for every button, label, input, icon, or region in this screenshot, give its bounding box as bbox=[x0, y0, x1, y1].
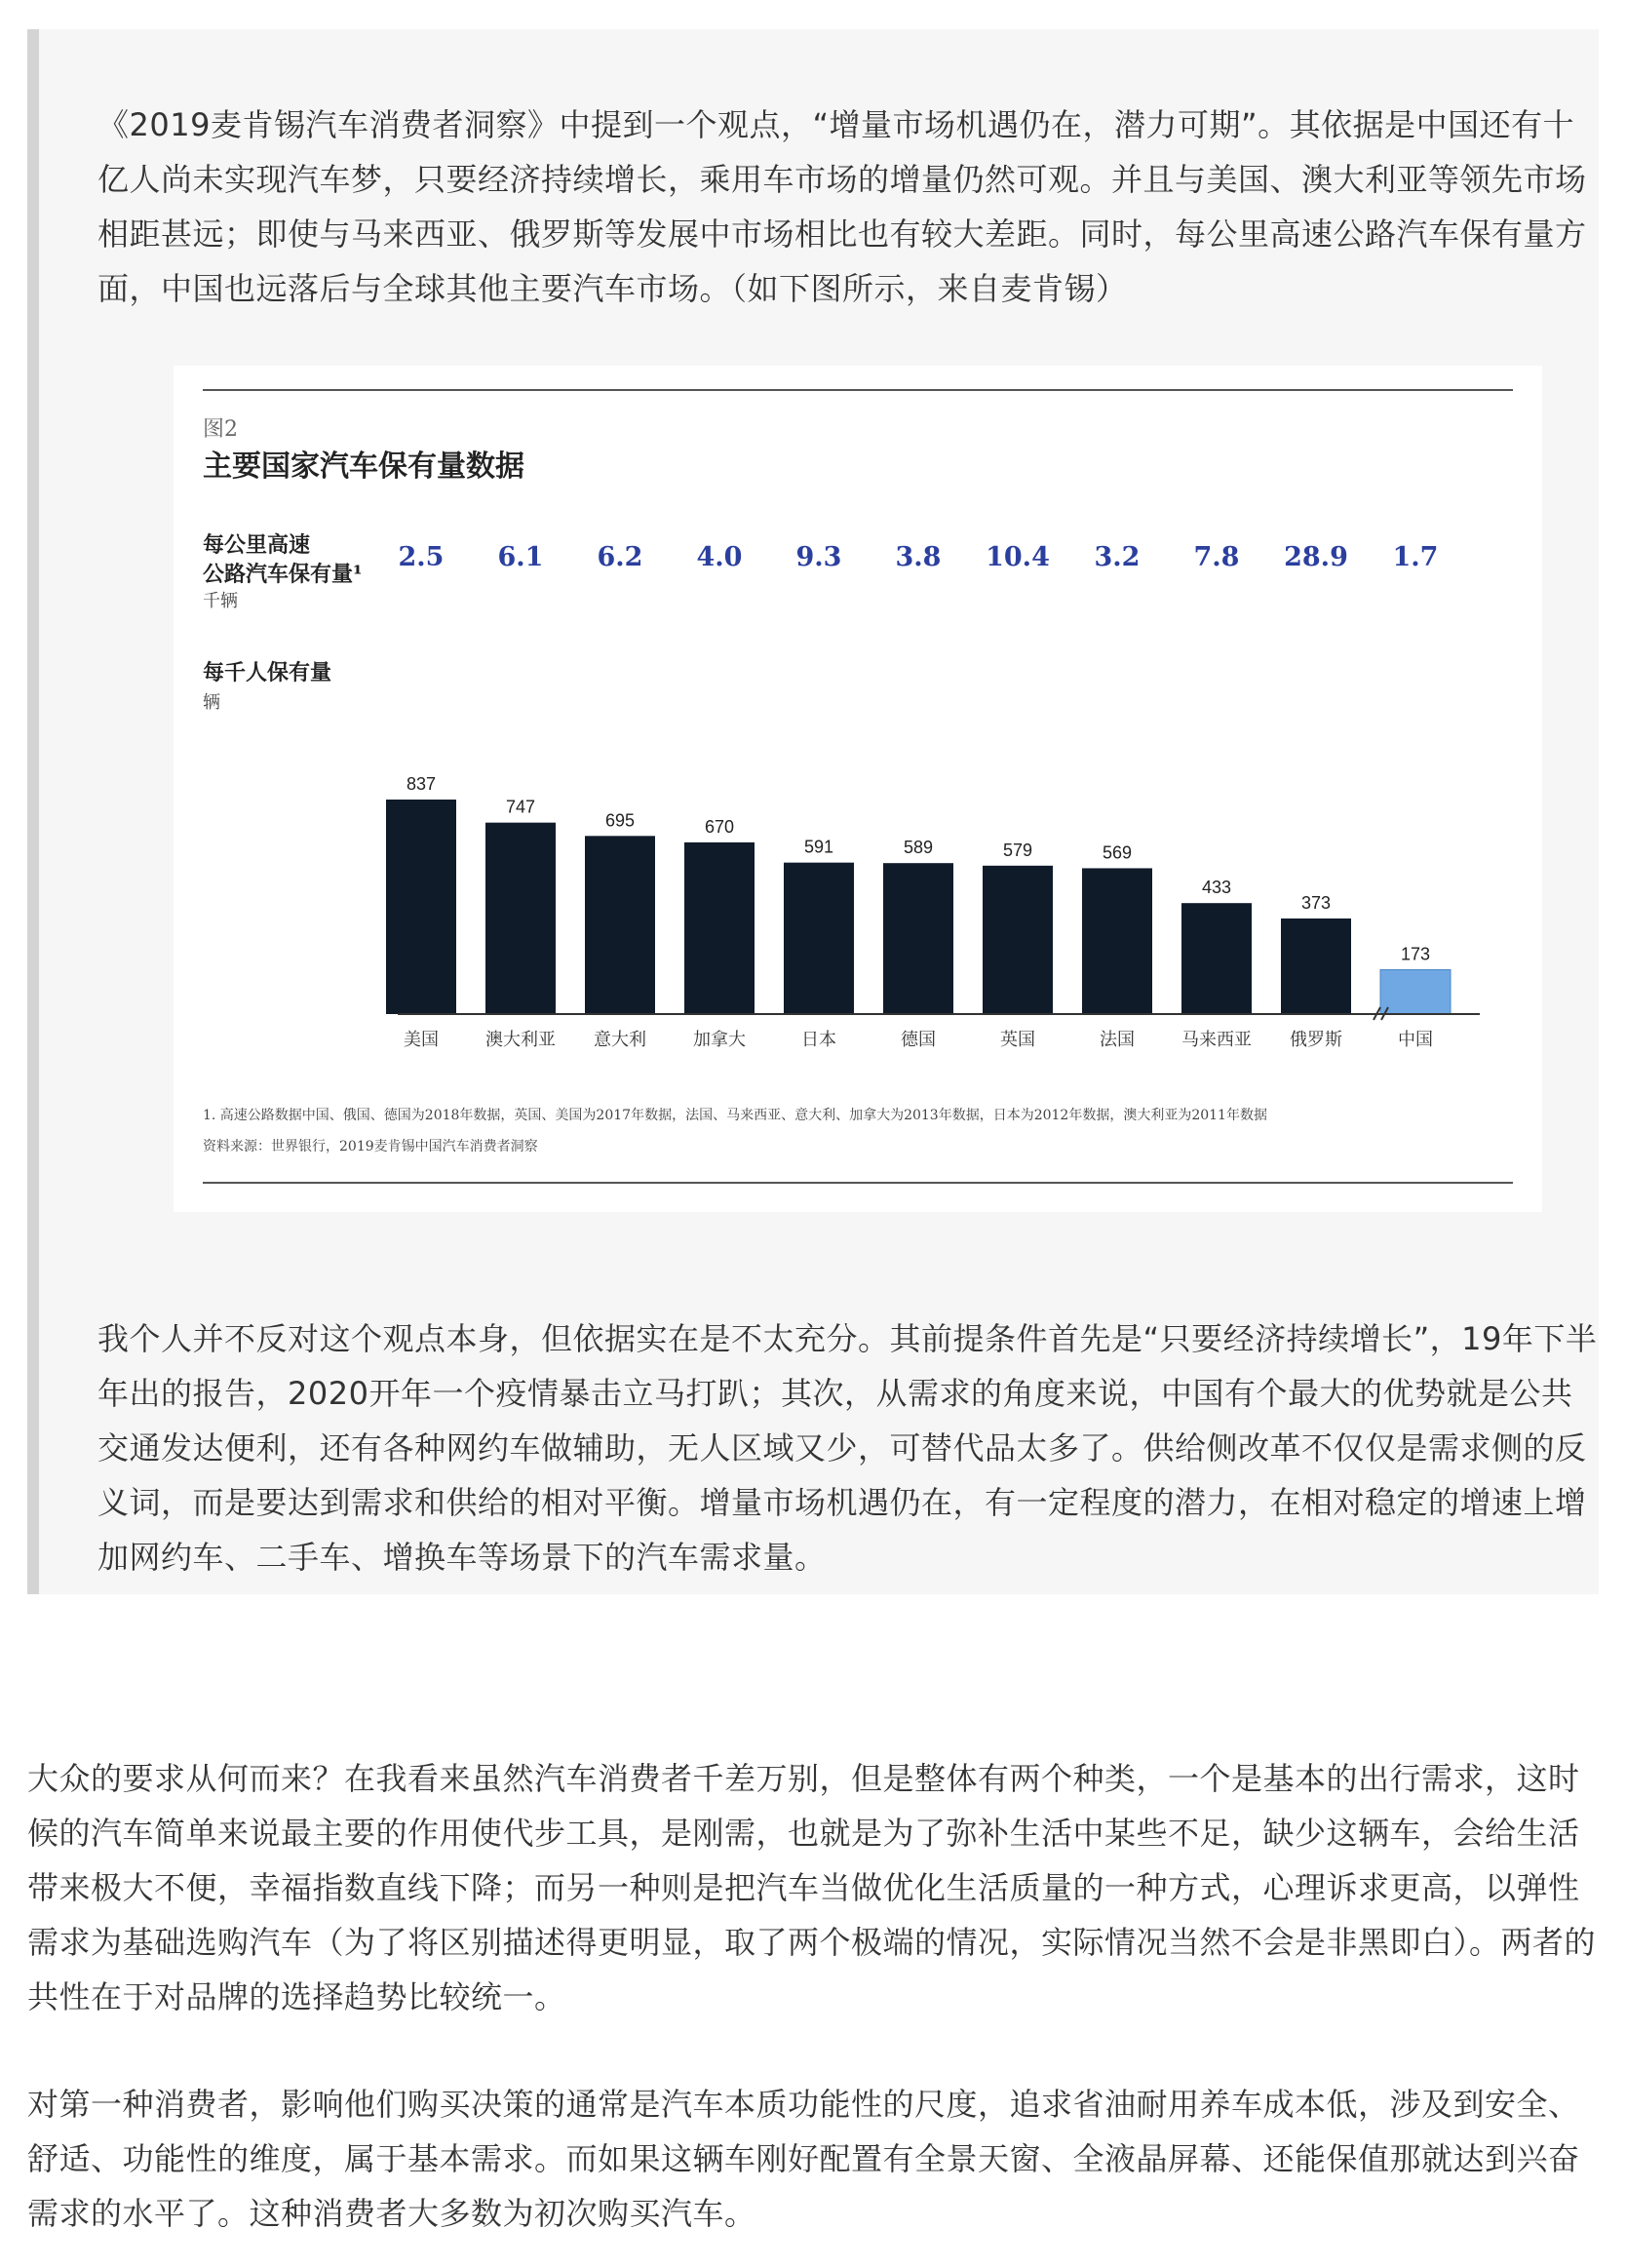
bar bbox=[983, 866, 1053, 1014]
chart-source: 资料来源：世界银行，2019麦肯锡中国汽车消费者洞察 bbox=[203, 1139, 538, 1154]
bar-value-label: 670 bbox=[704, 816, 735, 837]
bar-value-label: 837 bbox=[406, 774, 437, 794]
blockquote bbox=[27, 29, 1599, 1594]
chart-footnote: 1. 高速公路数据中国、俄国、德国为2018年数据，英国、美国为2017年数据，法国、马来西亚、意大利、加拿大为2013年数据，日本为2012年数据，澳大利亚为2011年数据 bbox=[203, 1108, 1267, 1123]
category-label: 加拿大 bbox=[693, 1030, 746, 1050]
bar bbox=[585, 836, 655, 1014]
highway-row-label-1: 每公里高速 bbox=[203, 532, 311, 558]
bar bbox=[386, 800, 456, 1014]
highway-values-group bbox=[399, 542, 1439, 572]
category-label: 意大利 bbox=[594, 1030, 646, 1050]
bar bbox=[784, 863, 854, 1014]
chart-figure bbox=[174, 366, 1542, 1212]
bar-value-label: 433 bbox=[1201, 878, 1232, 898]
highway-value: 10.4 bbox=[986, 542, 1050, 572]
highway-value: 3.2 bbox=[1094, 542, 1141, 572]
highway-value: 3.8 bbox=[895, 542, 942, 572]
bar-value-label: 695 bbox=[604, 810, 636, 831]
bar-value-label: 747 bbox=[505, 797, 536, 817]
highway-row-unit: 千辆 bbox=[203, 591, 238, 611]
bar bbox=[883, 863, 953, 1014]
highway-value: 4.0 bbox=[696, 542, 743, 572]
bar-value-label: 173 bbox=[1400, 944, 1431, 964]
bar-value-label: 569 bbox=[1102, 842, 1133, 863]
highway-value: 7.8 bbox=[1193, 542, 1240, 572]
chart-title: 主要国家汽车保有量数据 bbox=[203, 450, 524, 484]
body-paragraph: 大众的要求从何而来？在我看来虽然汽车消费者千差万别，但是整体有两个种类，一个是基本的出行需求，这时候的汽车简单来说最主要的作用使代步工具，是刚需，也就是为了弥补生活中某些不足，缺少这辆车，会给生活带来极大不便，幸福指数直线下降；而另一种则是把汽车当做优化生活质量的一种方式，心理诉求更高，以弹性需求为基础选购汽车（为了将区别描述得更明显，取了两个极端的情况，实际情况当然不会是非黑即白）。两者的共性在于对品牌的选择趋势比较统一。 bbox=[27, 1760, 1597, 2015]
category-label: 澳大利亚 bbox=[485, 1030, 556, 1050]
highway-value: 1.7 bbox=[1392, 542, 1439, 572]
category-labels-group bbox=[404, 1030, 1433, 1050]
bar-value-label: 579 bbox=[1002, 840, 1033, 860]
bar-value-label: 373 bbox=[1300, 892, 1332, 913]
bar bbox=[1281, 919, 1351, 1014]
body-paragraph: 对第一种消费者，影响他们购买决策的通常是汽车本质功能性的尺度，追求省油耐用养车成本低，涉及到安全、舒适、功能性的维度，属于基本需求。而如果这辆车刚好配置有全景天窗、全液晶屏幕、还能保值那就达到兴奋需求的水平了。这种消费者大多数为初次购买汽车。 bbox=[27, 2086, 1580, 2232]
chart-svg bbox=[174, 366, 1542, 1212]
category-label: 中国 bbox=[1398, 1030, 1433, 1050]
category-label: 马来西亚 bbox=[1181, 1030, 1252, 1050]
bar bbox=[1082, 868, 1152, 1014]
bar bbox=[485, 823, 556, 1014]
highway-value: 2.5 bbox=[398, 542, 445, 572]
bar-row-unit: 辆 bbox=[203, 692, 220, 713]
highway-value: 6.2 bbox=[597, 542, 643, 572]
category-label: 德国 bbox=[901, 1030, 936, 1050]
highway-row-label-2: 公路汽车保有量¹ bbox=[203, 562, 363, 587]
category-label: 英国 bbox=[1000, 1030, 1035, 1050]
highway-value: 28.9 bbox=[1284, 542, 1348, 572]
bar-value-label: 589 bbox=[903, 838, 934, 858]
bars-group bbox=[386, 797, 1451, 1014]
bar bbox=[1181, 903, 1252, 1014]
quote-paragraph: 我个人并不反对这个观点本身，但依据实在是不太充分。其前提条件首先是“只要经济持续增长”，19年下半年出的报告，2020开年一个疫情暴击立马打趴；其次，从需求的角度来说，中国有个最大的优势就是公共交通发达便利，还有各种网约车做辅助，无人区域又少，可替代品太多了。供给侧改革不仅仅是需求侧的反义词，而是要达到需求和供给的相对平衡。增量市场机遇仍在，有一定程度的潜力，在相对稳定的增速上增加网约车、二手车、增换车等场景下的汽车需求量。 bbox=[97, 1320, 1598, 1576]
category-label: 俄罗斯 bbox=[1290, 1030, 1342, 1050]
highway-value: 6.1 bbox=[497, 542, 544, 572]
highway-value: 9.3 bbox=[795, 542, 842, 572]
category-label: 法国 bbox=[1100, 1030, 1135, 1050]
figure-label: 图2 bbox=[203, 417, 238, 442]
category-label: 日本 bbox=[801, 1030, 836, 1050]
quote-paragraph: 《2019麦肯锡汽车消费者洞察》中提到一个观点，“增量市场机遇仍在，潜力可期”。其依据是中国还有十亿人尚未实现汽车梦，只要经济持续增长，乘用车市场的增量仍然可观。并且与美国、澳大利亚等领先市场相距甚远；即使与马来西亚、俄罗斯等发展中市场相比也有较大差距。同时，每公里高速公路汽车保有量方面，中国也远落后与全球其他主要汽车市场。（如下图所示，来自麦肯锡） bbox=[97, 106, 1587, 307]
bar-row-label: 每千人保有量 bbox=[203, 660, 332, 685]
bar bbox=[684, 842, 755, 1014]
bar-value-label: 591 bbox=[803, 837, 834, 857]
bar bbox=[1380, 970, 1451, 1014]
category-label: 美国 bbox=[404, 1030, 439, 1050]
